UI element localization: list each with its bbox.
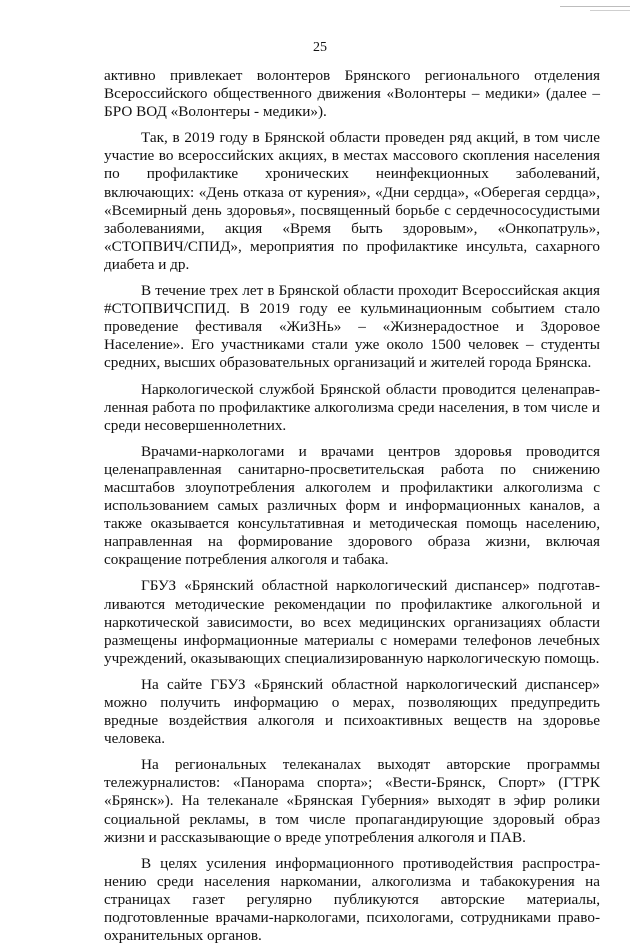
paragraph-stopvich: В течение трех лет в Брянской области проходит Всероссийская акция #СТОПВИЧСПИД. В 2019 году ее кульминационным событием стало проведение фестиваля «ЖиЗНь» – «Жизнерадостное и Здоровое Население». Его участниками стали уже около 1500 человек – студенты средних, высших образовательных организаций и жителей города Брянска. — [104, 282, 600, 372]
paragraph-narcology-service: Наркологической службой Брянской области проводится целенаправленная работа по профилактике алкоголизма среди населения, в том числе и среди несовершеннолетних. — [104, 380, 600, 434]
paragraph-website: На сайте ГБУЗ «Брянский областной наркологический диспансер» можно получить информацию о мерах, позволяющих предупредить вредные воздействия алкоголя и психоактивных веществ на здоровье человека. — [104, 675, 600, 748]
scan-corner-marks — [560, 6, 630, 13]
paragraph-newspapers: В целях усиления информационного противодействия распространению среди населения наркомании, алкоголизма и табакокурения на страницах газет регулярно публикуются авторские материалы, подготовленные врачами-наркологами, психологами, сотрудниками правоохранительных органов. — [104, 854, 600, 945]
paragraph-gbuz-recommendations: ГБУЗ «Брянский областной наркологический диспансер» подготавливаются методические рекомендации по профилактике алкогольной и наркотической зависимости, во всех медицинских организациях области размещены информационные материалы с номерами телефонов лечебных учреждений, оказывающих специализированную наркологическую помощь. — [104, 577, 600, 667]
paragraph-actions-2019: Так, в 2019 году в Брянской области проведен ряд акций, в том числе участие во всероссийских акциях, в местах массового скопления населения по профилактике хронических неинфекционных заболеваний, включающих: «День отказа от курения», «Дни сердца», «Оберегая сердца», «Всемирный день здоровья», посвященный борьбе с сердечнососудистыми заболеваниями, акция «Время быть здоровым», «Онкопатруль», «СТОПВИЧ/СПИД», мероприятия по профилактике инсульта, сахарного диабета и др. — [104, 129, 600, 273]
page-number: 25 — [313, 40, 327, 55]
paragraph-narcologists: Врачами-наркологами и врачами центров здоровья проводится целенаправленная санитарно-просветительская работа по снижению масштабов злоупотребления алкоголем и профилактики алкоголизма с использованием самых различных форм и информационных каналов, а также оказывается консультативная и методическая помощь населению, направленная на формирование здорового образа жизни, включая сокращение потребления алкоголя и табака. — [104, 442, 600, 569]
paragraph-volunteers: активно привлекает волонтеров Брянского регионального отделения Всероссийского общественного движения «Волонтеры – медики» (далее – БРО ВОД «Волонтеры - медики»). — [104, 67, 600, 121]
document-body — [104, 67, 600, 945]
paragraph-tv-channels: На региональных телеканалах выходят авторские программы тележурналистов: «Панорама спорта»; «Вести-Брянск, Спорт» (ГТРК «Брянск»). На телеканале «Брянская Губерния» выходят в эфир ролики социальной рекламы, в том числе пропагандирующие здоровый образ жизни и рассказывающие о вреде употребления алкоголя и ПАВ. — [104, 756, 600, 846]
